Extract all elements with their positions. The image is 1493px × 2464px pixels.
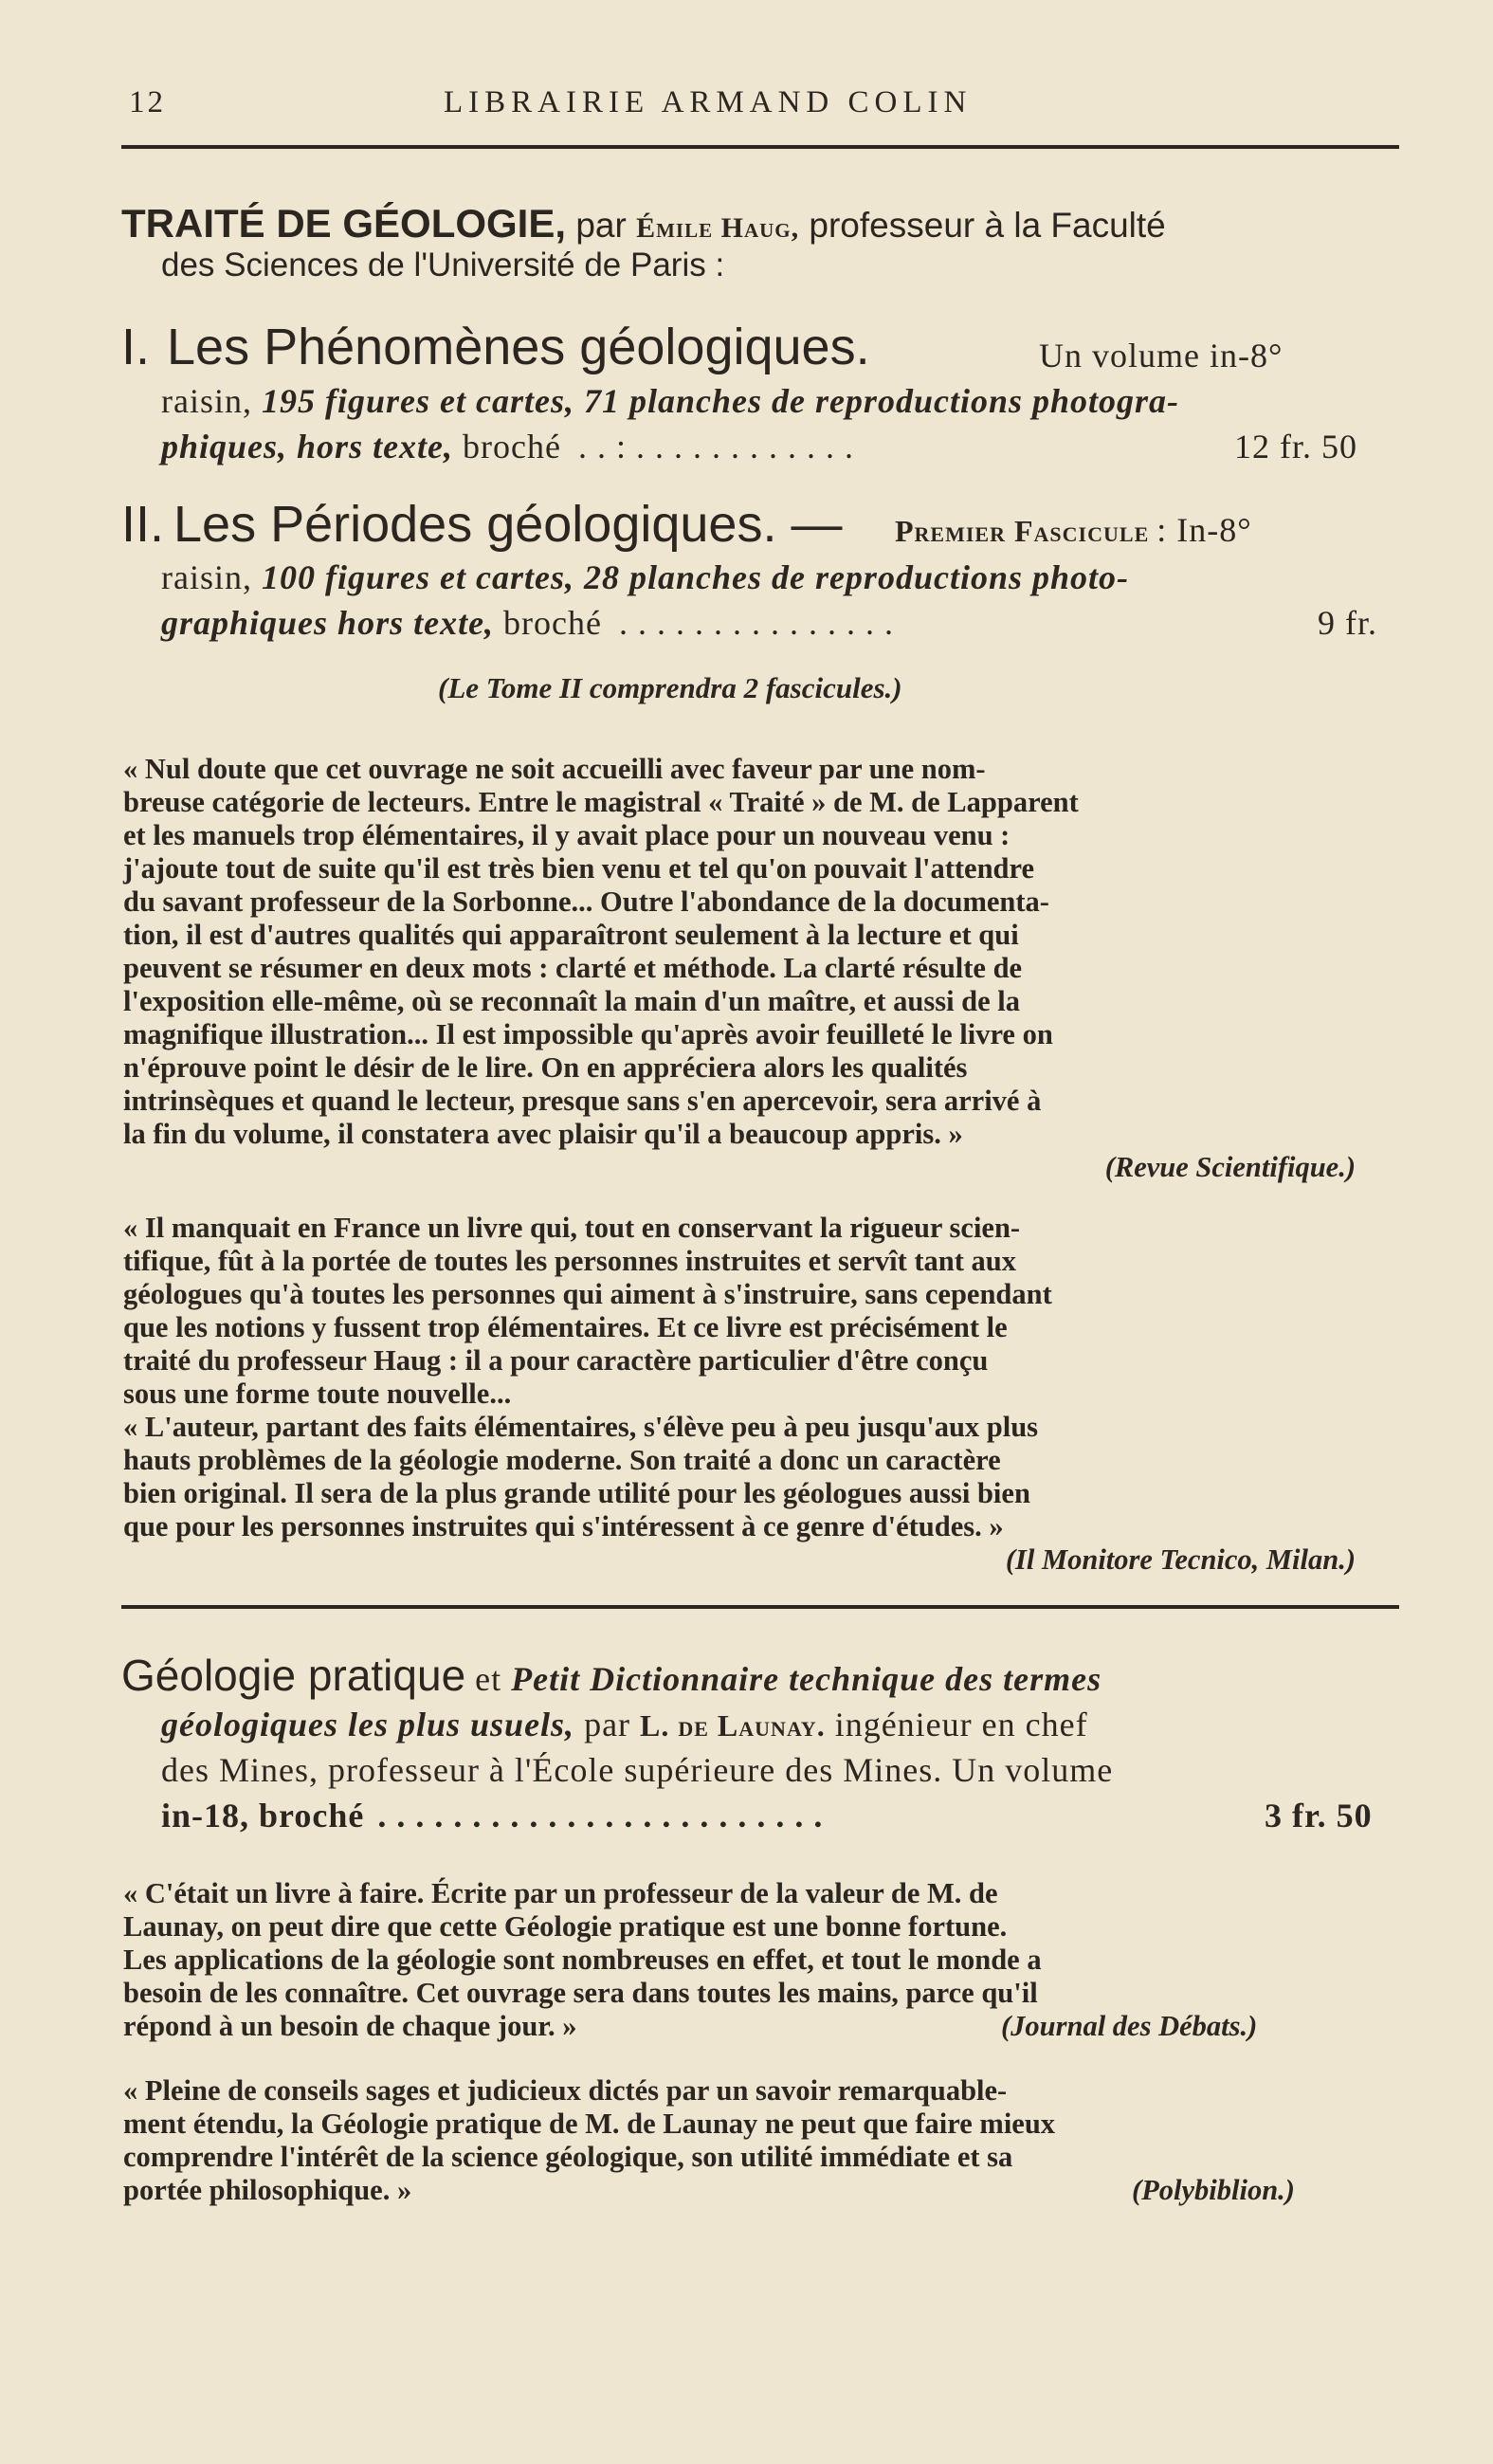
review-line: l'exposition elle-même, où se reconnaît la main d'un maître, et aussi de la — [123, 985, 1021, 1017]
review-source: (Polybiblion.) — [1132, 2174, 1295, 2206]
review-line: traité du professeur Haug : il a pour caractère particulier d'être conçu — [123, 1344, 989, 1377]
haug-par: par — [566, 206, 637, 245]
review-line: « L'auteur, partant des faits élémentaires, s'élève peu à peu jusqu'aux plus — [123, 1411, 1039, 1443]
haug-title: TRAITÉ DE GÉOLOGIE, — [121, 201, 567, 246]
launay-author: L. de Launay. — [640, 1708, 826, 1743]
vol1-line2-a: raisin, — [161, 382, 262, 420]
tome-note: (Le Tome II comprendra 2 fascicules.) — [438, 671, 902, 704]
review-line: sous une forme toute nouvelle... — [123, 1378, 512, 1410]
vol2-line3-b: broché — [494, 604, 602, 642]
launay-review-2 — [123, 2074, 1409, 2207]
launay-review-1 — [123, 1877, 1409, 2043]
review-line: bien original. Il sera de la plus grande utilité pour les géologues aussi bien — [123, 1477, 1030, 1509]
launay-line2 — [161, 1705, 1088, 1744]
review-line: hauts problèmes de la géologie moderne. Son traité a donc un caractère — [123, 1444, 1001, 1476]
running-title: LIBRAIRIE ARMAND COLIN — [444, 85, 973, 119]
review-line: intrinsèques et quand le lecteur, presque sans s'en apercevoir, sera arrivé à — [123, 1085, 1042, 1117]
launay-par: par — [574, 1706, 641, 1743]
review-last-line — [123, 2010, 1409, 2043]
vol2-format: : In-8° — [1156, 511, 1252, 549]
review-line: portée philosophique. » — [123, 2174, 412, 2206]
header-rule — [121, 145, 1399, 149]
review-last-line — [123, 2174, 1409, 2207]
launay-line4 — [161, 1796, 823, 1835]
review-line: « Nul doute que cet ouvrage ne soit accueilli avec faveur par une nom- — [123, 753, 986, 785]
vol1-line3 — [161, 427, 854, 466]
review-source: (Journal des Débats.) — [1001, 2010, 1258, 2042]
launay-title: Géologie pratique — [121, 1651, 466, 1700]
vol1-heading — [121, 318, 870, 376]
review-line: et les manuels trop élémentaires, il y avait place pour un nouveau venu : — [123, 819, 1011, 851]
review-line: tifique, fût à la portée de toutes les personnes instruites et servît tant aux — [123, 1245, 1017, 1277]
vol2-line2-a: raisin, — [161, 558, 262, 596]
review-line: que les notions y fussent trop élémentaires. Et ce livre est précisément le — [123, 1311, 1008, 1343]
launay-heading — [121, 1650, 1102, 1701]
section-rule — [121, 1605, 1399, 1609]
launay-desc-3: in-18, broché — [161, 1797, 365, 1834]
vol2-line2 — [161, 557, 1129, 597]
vol1-leaders: . . : . . . . . . . . . . . . — [578, 428, 855, 465]
launay-price: 3 fr. 50 — [1265, 1797, 1373, 1834]
review-source: (Revue Scientifique.) — [1104, 1151, 1356, 1183]
vol2-price: 9 fr. — [1318, 604, 1377, 642]
page-number: 12 — [129, 85, 166, 119]
review-line: la fin du volume, il constatera avec plaisir qu'il a beaucoup appris. » — [123, 1118, 963, 1150]
vol1-line3-a: phiques, hors texte, — [161, 428, 454, 465]
vol1-price: 12 fr. 50 — [1234, 428, 1357, 465]
vol1-format: Un volume in-8° — [1039, 337, 1284, 374]
vol1-title: Les Phénomènes géologiques. — [167, 319, 870, 375]
haug-affiliation-2: des Sciences de l'Université de Paris : — [161, 246, 725, 283]
review-line: j'ajoute tout de suite qu'il est très bien venu et tel qu'on pouvait l'attendre — [123, 852, 1035, 885]
vol2-line3-a: graphiques hors texte, — [161, 604, 495, 642]
vol2-fascicule: Premier Fascicule — [895, 514, 1150, 548]
haug-review-1 — [123, 753, 1409, 1184]
vol2-line3 — [161, 603, 894, 643]
review-line: « Il manquait en France un livre qui, tout en conservant la rigueur scien- — [123, 1212, 1021, 1244]
vol2-line2-b: 100 figures et cartes, 28 planches de reproductions photo- — [261, 558, 1129, 596]
review-line: du savant professeur de la Sorbonne... Outre l'abondance de la documenta- — [123, 885, 1049, 918]
review-line: « Pleine de conseils sages et judicieux dictés par un savoir remarquable- — [123, 2074, 1008, 2107]
vol1-numeral: I. — [121, 319, 151, 375]
review-line: « C'était un livre à faire. Écrite par un professeur de la valeur de M. de — [123, 1877, 998, 1909]
launay-et: et — [465, 1660, 512, 1698]
review-line: n'éprouve point le désir de le lire. On en appréciera alors les qualités — [123, 1051, 968, 1084]
review-line: ment étendu, la Géologie pratique de M. de Launay ne peut que faire mieux — [123, 2108, 1056, 2140]
launay-subtitle-2: géologiques les plus usuels, — [161, 1706, 575, 1743]
review-line: Les applications de la géologie sont nombreuses en effet, et tout le monde a — [123, 1944, 1042, 1976]
review-line: tion, il est d'autres qualités qui apparaîtront seulement à la lecture et qui — [123, 919, 1019, 951]
vol2-numeral: II. — [121, 496, 165, 553]
review-line: comprendre l'intérêt de la science géologique, son utilité immédiate et sa — [123, 2141, 1013, 2173]
vol2-fascicule-line — [895, 510, 1252, 550]
vol1-line2 — [161, 381, 1179, 421]
launay-desc-2: des Mines, professeur à l'École supérieure des Mines. Un volume — [161, 1751, 1114, 1789]
launay-subtitle-1: Petit Dictionnaire technique des termes — [511, 1660, 1102, 1698]
vol2-heading — [121, 495, 842, 554]
review-line: breuse catégorie de lecteurs. Entre le magistral « Traité » de M. de Lapparent — [123, 786, 1079, 818]
vol1-line2-b: 195 figures et cartes, 71 planches de reproductions photogra- — [261, 382, 1179, 420]
review-line: magnifique illustration... Il est impossible qu'après avoir feuilleté le livre on — [123, 1018, 1053, 1050]
review-line: que pour les personnes instruites qui s'intéressent à ce genre d'études. » — [123, 1510, 1004, 1542]
vol2-leaders: . . . . . . . . . . . . . . . — [619, 604, 894, 642]
review-line: besoin de les connaître. Cet ouvrage sera dans toutes les mains, parce qu'il — [123, 1977, 1038, 2009]
review-line: peuvent se résumer en deux mots : clarté et méthode. La clarté résulte de — [123, 952, 1023, 984]
haug-affiliation-1: professeur à la Faculté — [799, 206, 1166, 245]
review-line: répond à un besoin de chaque jour. » — [123, 2010, 577, 2042]
vol2-title: Les Périodes géologiques. — — [173, 496, 843, 553]
haug-heading — [121, 201, 1166, 246]
launay-desc-1: ingénieur en chef — [825, 1706, 1088, 1743]
review-source: (Il Monitore Tecnico, Milan.) — [1005, 1543, 1356, 1576]
haug-author: Émile Haug, — [636, 212, 800, 244]
launay-leaders: . . . . . . . . . . . . . . . . . . . . . . . . — [377, 1797, 824, 1834]
haug-review-2 — [123, 1212, 1409, 1577]
review-line: géologues qu'à toutes les personnes qui aiment à s'instruire, sans cependant — [123, 1278, 1052, 1310]
vol1-line3-b: broché — [453, 428, 561, 465]
review-line: Launay, on peut dire que cette Géologie pratique est une bonne fortune. — [123, 1910, 1008, 1943]
